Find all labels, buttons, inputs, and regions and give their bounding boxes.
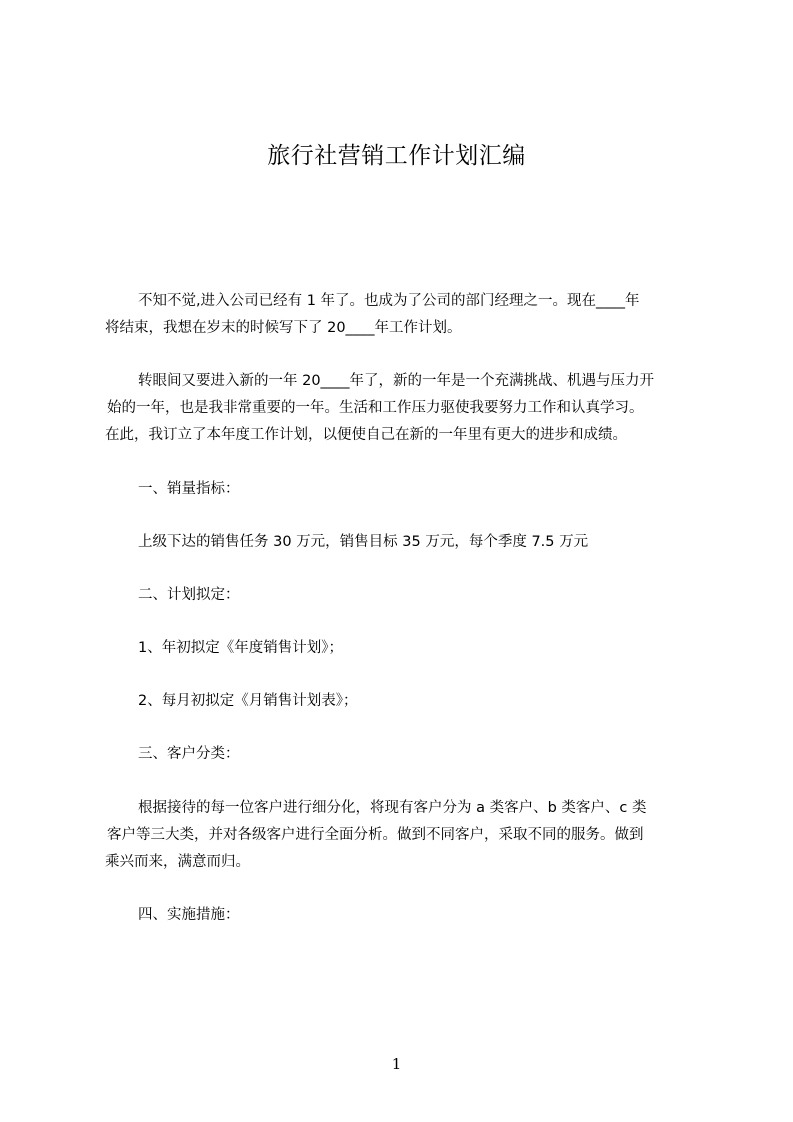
paragraph-sales-targets: 上级下达的销售任务 30 万元，销售目标 35 万元，每个季度 7.5 万元 xyxy=(138,534,589,550)
page-number: 1 xyxy=(391,1055,402,1073)
paragraph-2-line-2: 始的一年，也是我非常重要的一年。生活和工作压力驱使我要努力工作和认真学习。 xyxy=(107,400,644,416)
section-heading-implementation: 四、实施措施： xyxy=(138,907,240,923)
section-heading-sales-targets: 一、销量指标： xyxy=(138,481,240,497)
paragraph-1-line-2: 将结束，我想在岁末的时候写下了 20____年工作计划。 xyxy=(105,320,462,336)
section-heading-plan-drafting: 二、计划拟定： xyxy=(138,587,240,603)
paragraph-2-line-3: 在此，我订立了本年度工作计划，以便使自己在新的一年里有更大的进步和成绩。 xyxy=(105,427,627,443)
paragraph-4-line-3: 乘兴而来，满意而归。 xyxy=(105,854,250,870)
paragraph-2-line-1: 转眼间又要进入新的一年 20____年了，新的一年是一个充满挑战、机遇与压力开 xyxy=(138,373,655,389)
document-title: 旅行社营销工作计划汇编 xyxy=(267,143,526,169)
paragraph-4-line-1: 根据接待的每一位客户进行细分化，将现有客户分为 a 类客户、b 类客户、c 类 xyxy=(138,800,647,816)
list-item-annual-plan: 1、年初拟定《年度销售计划》； xyxy=(138,640,343,656)
paragraph-1-line-1: 不知不觉,进入公司已经有 1 年了。也成为了公司的部门经理之一。现在____年 xyxy=(138,293,640,309)
section-heading-customer-classification: 三、客户分类： xyxy=(138,746,240,762)
list-item-monthly-plan: 2、每月初拟定《月销售计划表》； xyxy=(138,693,358,709)
paragraph-4-line-2: 客户等三大类，并对各级客户进行全面分析。做到不同客户，采取不同的服务。做到 xyxy=(107,827,644,843)
